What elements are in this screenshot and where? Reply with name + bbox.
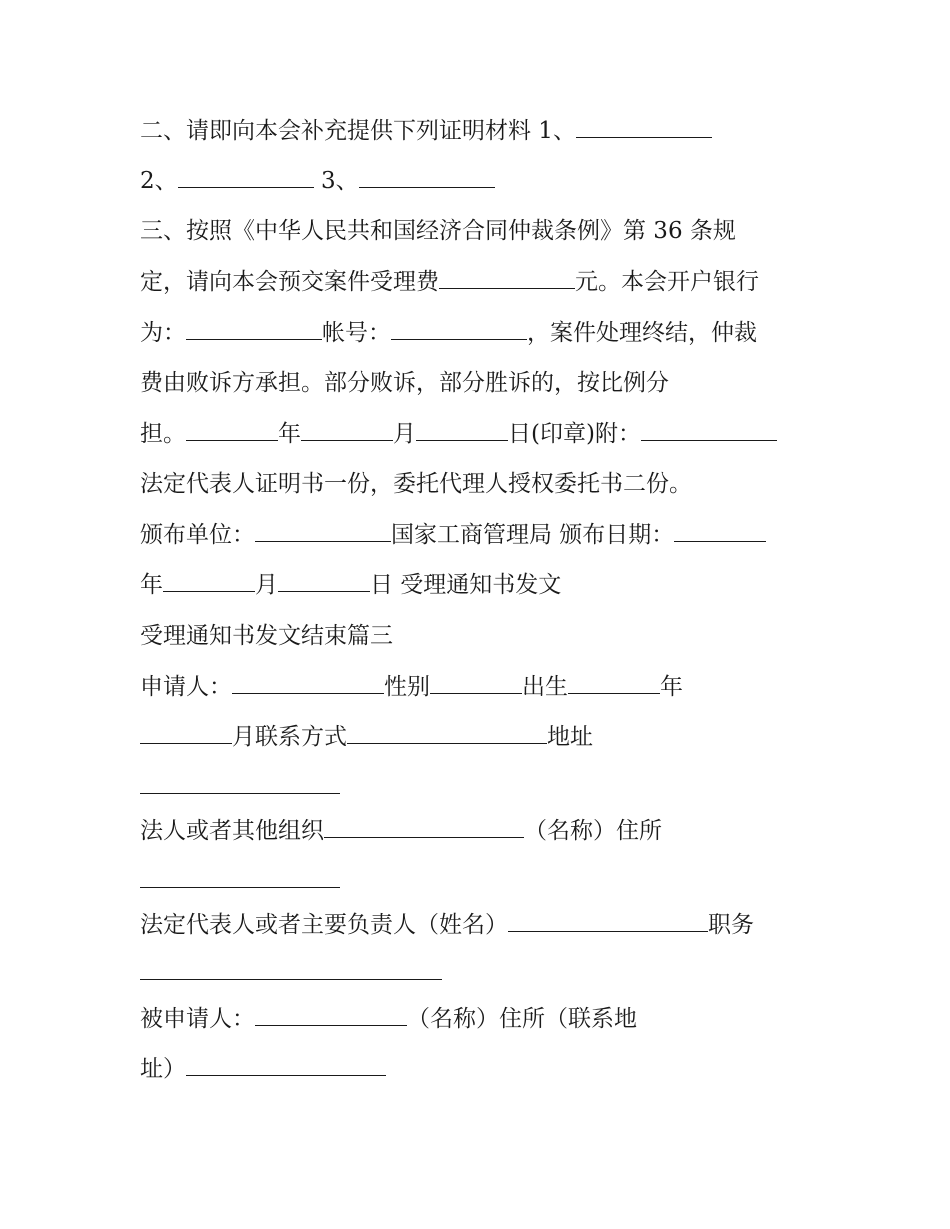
section-title: 受理通知书发文结束篇三 (140, 623, 393, 649)
issue-month-label: 月 (255, 572, 278, 598)
blank-attachment (641, 420, 777, 441)
blank-material-3 (359, 167, 495, 188)
respondent-residence-label: （名称）住所（联系地 (407, 1006, 637, 1032)
blank-material-1 (576, 117, 712, 138)
blank-contact (347, 723, 547, 744)
birth-year-label: 年 (660, 674, 683, 700)
text-line-16 (140, 866, 340, 896)
bear-text: 担。 (140, 421, 186, 447)
attachments-text: 法定代表人证明书一份，委托代理人授权委托书二份。 (140, 471, 692, 497)
text-line-17 (140, 910, 754, 940)
blank-day (416, 420, 508, 441)
blank-respondent (255, 1005, 407, 1026)
text-line-2 (140, 166, 495, 196)
blank-position (140, 959, 442, 980)
blank-issue-year (674, 521, 766, 542)
organization-label: 法人或者其他组织 (140, 818, 324, 844)
text-line-6 (140, 368, 669, 398)
text-line-19 (140, 1004, 637, 1034)
blank-account (391, 319, 527, 340)
birth-label: 出生 (522, 674, 568, 700)
material-2-label: 2、 (140, 168, 178, 194)
blank-bank (186, 319, 322, 340)
text-line-12 (140, 672, 683, 702)
contact-label: 月联系方式 (232, 724, 347, 750)
blank-fee (439, 268, 575, 289)
issue-date-label: 国家工商管理局 颁布日期： (391, 522, 675, 548)
blank-month (301, 420, 393, 441)
blank-issue-month (163, 571, 255, 592)
representative-label: 法定代表人或者主要负责人（姓名） (140, 912, 508, 938)
issue-day-label: 日 受理通知书发文 (370, 572, 562, 598)
seal-attach-label: 日(印章)附： (508, 421, 641, 447)
applicant-label: 申请人： (140, 674, 232, 700)
address-close-label: 址） (140, 1056, 186, 1082)
text-line-11 (140, 621, 393, 651)
address-label: 地址 (547, 724, 593, 750)
text-line-10 (140, 570, 561, 600)
material-3-label: 3、 (320, 168, 359, 194)
position-label: 职务 (708, 912, 754, 938)
text-line-20 (140, 1054, 386, 1084)
blank-org-residence (140, 867, 340, 888)
cost-text: 费由败诉方承担。部分败诉，部分胜诉的，按比例分 (140, 370, 669, 396)
blank-representative (508, 911, 708, 932)
blank-applicant (232, 673, 384, 694)
bank-label: 为： (140, 320, 186, 346)
text-line-7 (140, 419, 777, 449)
text-line-18 (140, 958, 442, 988)
fee-text: 定，请向本会预交案件受理费 (140, 269, 439, 295)
blank-address (140, 773, 340, 794)
text-line-14 (140, 772, 340, 802)
blank-respondent-address (186, 1055, 386, 1076)
clause-three-text: 三、按照《中华人民共和国经济合同仲裁条例》第 36 条规 (140, 218, 736, 244)
blank-year (186, 420, 278, 441)
text-line-13 (140, 722, 593, 752)
issuer-label: 颁布单位： (140, 522, 255, 548)
account-label: 帐号： (322, 320, 391, 346)
respondent-label: 被申请人： (140, 1006, 255, 1032)
text-line-8 (140, 469, 692, 499)
text-line-9 (140, 520, 766, 550)
text-line-15 (140, 816, 662, 846)
gender-label: 性别 (384, 674, 430, 700)
blank-material-2 (178, 167, 314, 188)
month-label: 月 (393, 421, 416, 447)
org-residence-label: （名称）住所 (524, 818, 662, 844)
text-line-5 (140, 318, 757, 348)
text-line-3 (140, 216, 736, 246)
case-end-text: ，案件处理终结，仲裁 (527, 320, 757, 346)
supplement-materials-text: 二、请即向本会补充提供下列证明材料 1、 (140, 118, 576, 144)
year-label: 年 (278, 421, 301, 447)
bank-text: 元。本会开户银行 (575, 269, 759, 295)
text-line-4 (140, 267, 759, 297)
blank-issuer (255, 521, 391, 542)
blank-gender (430, 673, 522, 694)
blank-birth-month (140, 723, 232, 744)
issue-year-label: 年 (140, 572, 163, 598)
blank-issue-day (278, 571, 370, 592)
text-line-1 (140, 116, 712, 146)
blank-birth-year (568, 673, 660, 694)
blank-organization (324, 817, 524, 838)
